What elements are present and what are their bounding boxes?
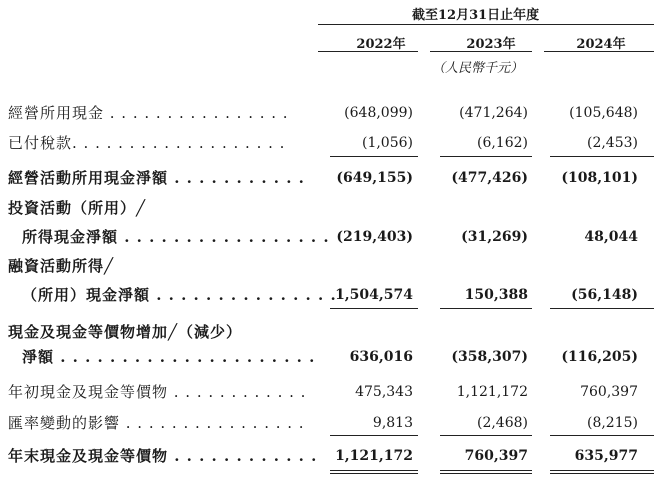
total-double-rule (330, 470, 418, 471)
subtotal-rule (330, 156, 418, 157)
subtotal-rule (550, 435, 654, 436)
year-2022-rule (318, 51, 418, 52)
value-2023: (471,264) (459, 105, 528, 121)
value-2024: 760,397 (580, 384, 638, 400)
value-2022: (648,099) (344, 105, 413, 121)
table-row (0, 283, 660, 307)
value-2024: 635,977 (574, 448, 638, 464)
value-2024: 48,044 (584, 229, 638, 245)
value-2023: 760,397 (464, 448, 528, 464)
total-double-rule (550, 473, 654, 474)
value-2024: (8,215) (586, 415, 638, 431)
value-2023: (2,468) (476, 415, 528, 431)
row-label: 現金及現金等價物增加╱（減少） (8, 323, 243, 341)
year-2023-header: 2023年 (466, 37, 516, 52)
value-2023: 1,121,172 (456, 384, 528, 400)
row-label: 匯率變動的影響 . . . . . . . . . . . . . . . . (8, 414, 305, 432)
row-label: 淨額 . . . . . . . . . . . . . . . . . . . . . (22, 348, 316, 366)
table-row (0, 166, 660, 190)
subtotal-rule (440, 435, 532, 436)
row-label: 融資活動所得╱ (8, 257, 115, 275)
subtotal-rule (440, 156, 532, 157)
row-label: 已付稅款. . . . . . . . . . . . . . . . . . . (8, 134, 286, 152)
row-label: 所得現金淨額 . . . . . . . . . . . . . . . . . (22, 228, 330, 246)
value-2022: 475,343 (355, 384, 413, 400)
year-2024-header: 2024年 (576, 37, 626, 52)
table-row (0, 196, 660, 220)
subtotal-rule (550, 156, 654, 157)
table-row (0, 444, 660, 468)
value-2022: (649,155) (336, 170, 413, 186)
table-row (0, 380, 660, 404)
value-2023: (358,307) (451, 349, 528, 365)
row-label: 投資活動（所用）╱ (8, 199, 147, 217)
value-2022: 1,504,574 (335, 287, 413, 303)
value-2022: 1,121,172 (335, 448, 413, 464)
row-label: （所用）現金淨額 . . . . . . . . . . . . . . . (22, 286, 337, 304)
table-row (0, 101, 660, 125)
value-2023: 150,388 (464, 287, 528, 303)
value-2023: (477,426) (451, 170, 528, 186)
value-2024: (2,453) (586, 135, 638, 151)
year-2022-header: 2022年 (356, 37, 406, 52)
total-double-rule (550, 470, 654, 471)
row-label: 經營所用現金 . . . . . . . . . . . . . . . . (8, 104, 289, 122)
table-row (0, 345, 660, 369)
value-2024: (116,205) (561, 349, 638, 365)
unit-label: （人民幣千元） (432, 61, 524, 76)
value-2023: (31,269) (461, 229, 528, 245)
table-row (0, 131, 660, 155)
table-row (0, 225, 660, 249)
total-double-rule (440, 473, 532, 474)
value-2024: (108,101) (561, 170, 638, 186)
period-header: 截至12月31日止年度 (412, 8, 540, 23)
value-2022: (219,403) (336, 229, 413, 245)
total-double-rule (440, 470, 532, 471)
row-label: 年末現金及現金等價物 . . . . . . . . . . . . (8, 447, 318, 465)
total-double-rule (330, 473, 418, 474)
value-2022: (1,056) (361, 135, 413, 151)
table-row (0, 254, 660, 278)
row-label: 年初現金及現金等價物 . . . . . . . . . . . . (8, 383, 307, 401)
value-2024: (105,648) (569, 105, 638, 121)
subtotal-rule (550, 308, 654, 309)
value-2023: (6,162) (476, 135, 528, 151)
subtotal-rule (440, 308, 532, 309)
table-row (0, 411, 660, 435)
subtotal-rule (330, 435, 418, 436)
table-row (0, 320, 660, 344)
value-2022: 636,016 (349, 349, 413, 365)
year-2024-rule (544, 51, 654, 52)
value-2022: 9,813 (372, 415, 413, 431)
value-2024: (56,148) (571, 287, 638, 303)
year-2023-rule (430, 51, 532, 52)
row-label: 經營活動所用現金淨額 . . . . . . . . . . . (8, 169, 305, 187)
header-rule (318, 24, 654, 25)
subtotal-rule (330, 308, 418, 309)
